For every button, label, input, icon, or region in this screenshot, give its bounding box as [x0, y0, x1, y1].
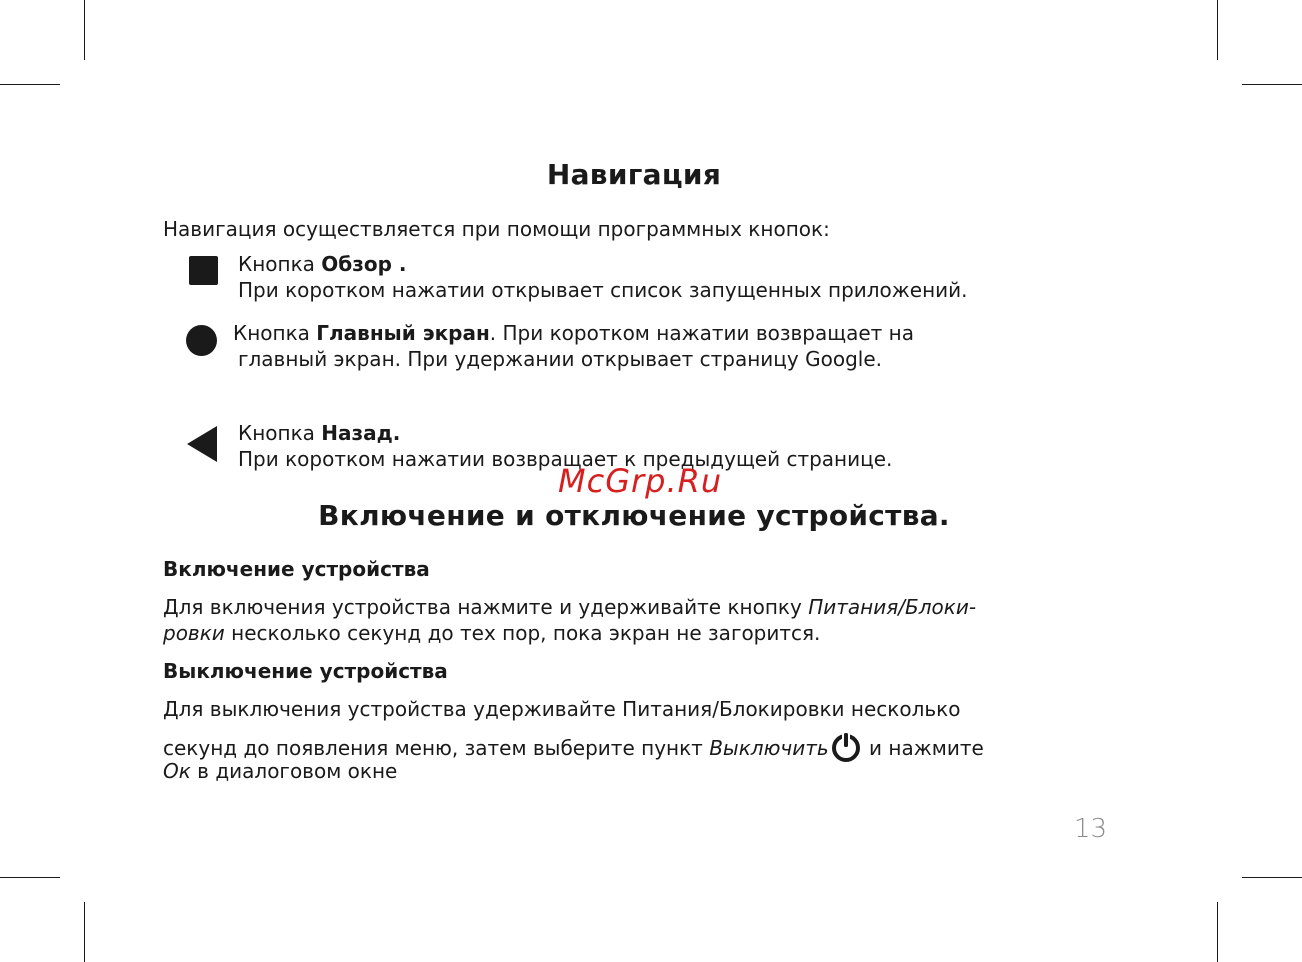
back-desc: При коротком нажатии возвращает к предыдущей странице. [238, 447, 893, 471]
circle-icon [185, 324, 219, 358]
power-off-line2: секунд до появления меню, затем выберите пункт Выключить и нажмите [163, 732, 984, 762]
crop-mark [1217, 0, 1218, 60]
power-off-line3: Ок в диалоговом окне [163, 759, 398, 783]
crop-mark [0, 877, 60, 878]
intro-text: Навигация осуществляется при помощи программных кнопок: [163, 217, 830, 241]
overview-desc: При коротком нажатии открывает список запущенных приложений. [238, 278, 968, 302]
page-title: Навигация [546, 158, 722, 191]
crop-mark [0, 84, 60, 85]
page-number: 13 [1074, 814, 1108, 844]
crop-mark [1242, 84, 1302, 85]
home-desc: главный экран. При удержании открывает страницу Google. [238, 347, 882, 371]
crop-mark [84, 902, 85, 962]
power-on-line2: ровки несколько секунд до тех пор, пока экран не загорится. [163, 621, 821, 645]
triangle-left-icon [185, 424, 219, 464]
back-title: Кнопка Назад. [238, 421, 401, 445]
crop-mark [1217, 902, 1218, 962]
watermark: McGrp.Ru [558, 462, 723, 500]
section-title: Включение и отключение устройства. [318, 499, 950, 532]
power-icon [831, 732, 861, 762]
power-off-title: Выключение устройства [163, 659, 448, 683]
overview-title: Кнопка Обзор . [238, 252, 407, 276]
power-on-line1: Для включения устройства нажмите и удерживайте кнопку Питания/Блоки- [163, 595, 977, 619]
power-on-title: Включение устройства [163, 557, 430, 581]
home-title: Кнопка Главный экран. При коротком нажатии возвращает на [233, 321, 914, 345]
crop-mark [1242, 877, 1302, 878]
square-icon [188, 255, 220, 287]
power-off-line1: Для выключения устройства удерживайте Питания/Блокировки несколько [163, 697, 961, 721]
crop-mark [84, 0, 85, 60]
